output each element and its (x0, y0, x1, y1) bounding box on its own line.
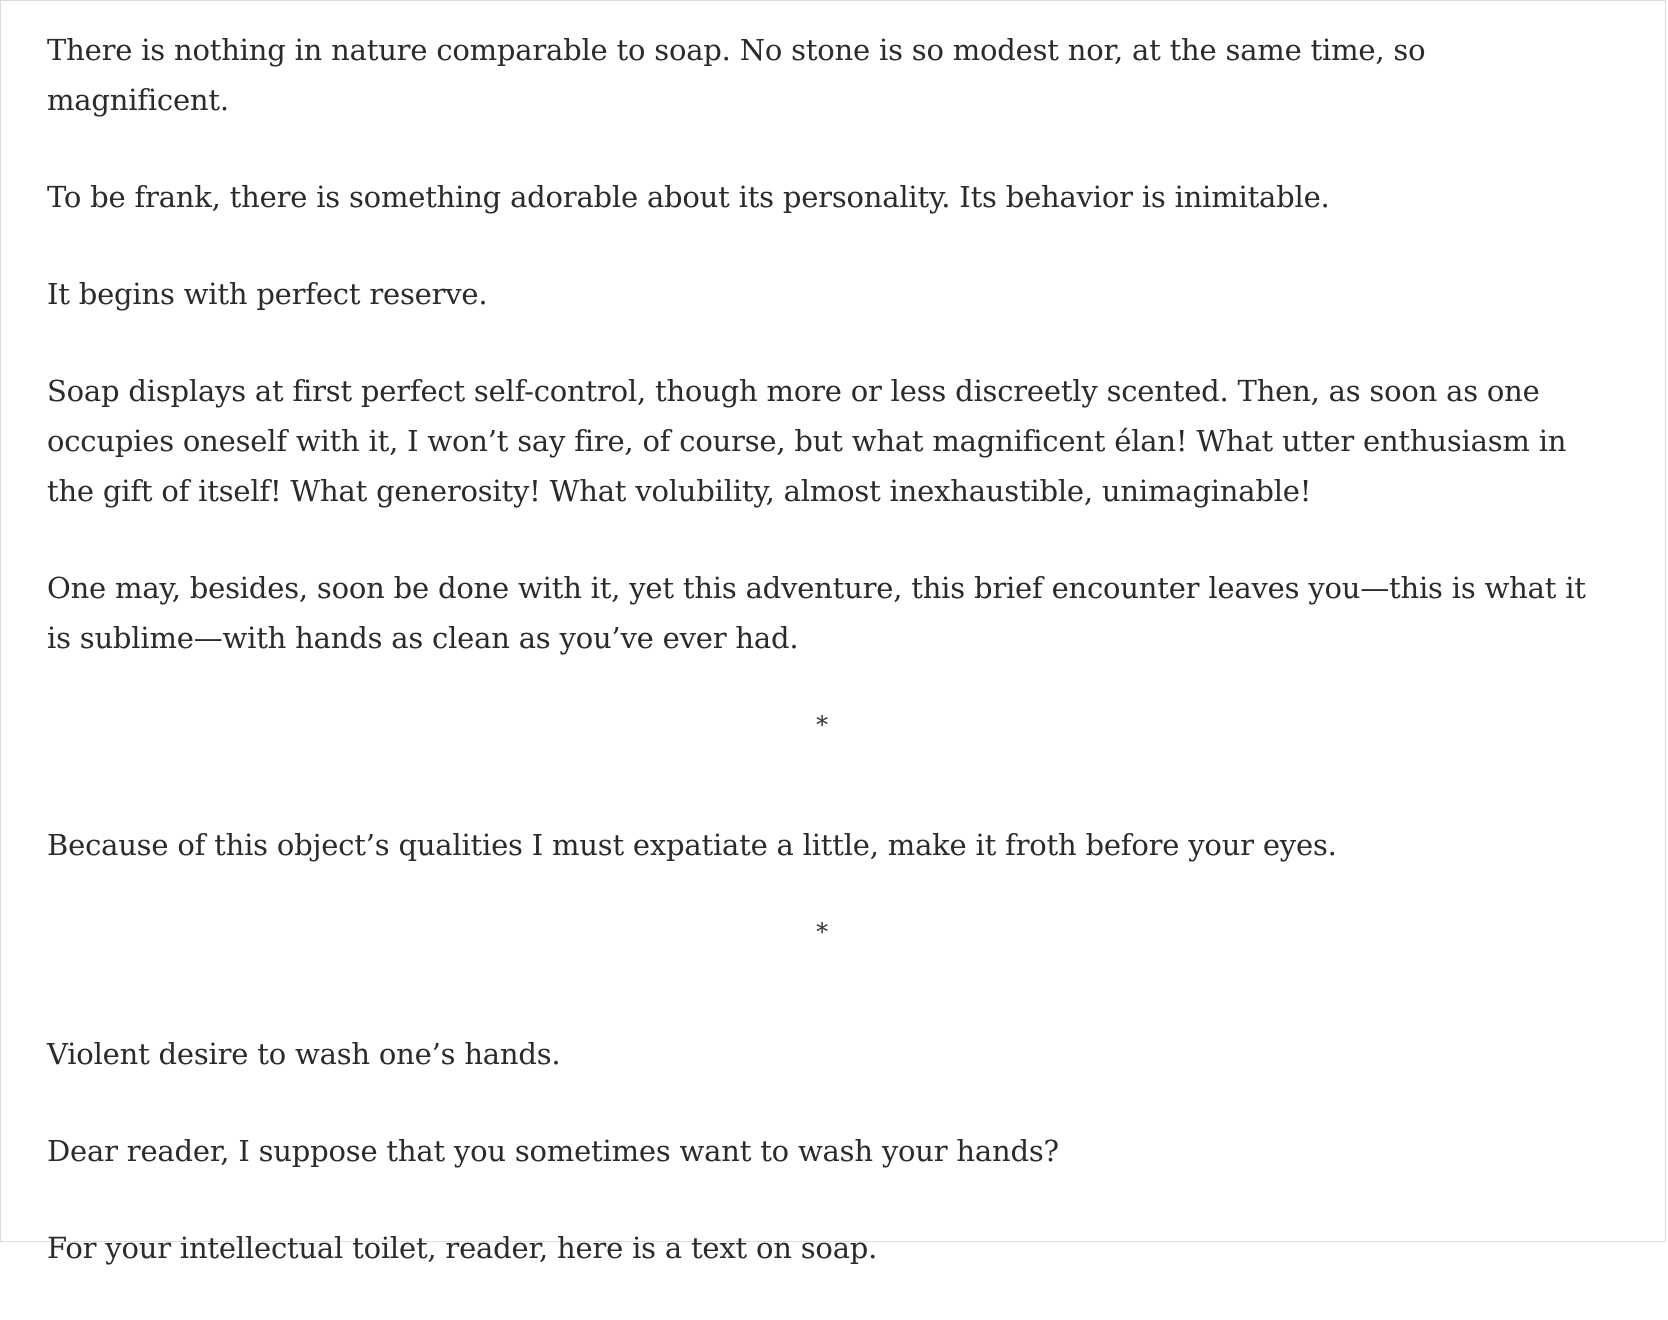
paragraph-5: One may, besides, soon be done with it, yet this adventure, this brief encounter leaves you—this is what it is sublime—with hands as clean as you’ve ever had. (47, 571, 1586, 655)
paragraph-6: Because of this object’s qualities I must expatiate a little, make it froth before your eyes. (47, 828, 1337, 862)
paragraph-8: Dear reader, I suppose that you sometimes want to wash your hands? (47, 1134, 1059, 1168)
paragraph-7: Violent desire to wash one’s hands. (47, 1037, 561, 1071)
document-body (47, 25, 1587, 1320)
paragraph-9: For your intellectual toilet, reader, here is a text on soap. (47, 1231, 878, 1265)
section-separator-1: * (816, 711, 828, 739)
paragraph-4: Soap displays at first perfect self-control, though more or less discreetly scented. Then, as soon as one occupies oneself with it, I won’t say fire, of course, but what magnificent élan! What utter enthusiasm in the gift of itself! What generosity! What volubility, almost inexhaustible, unimaginable! (47, 374, 1567, 508)
paragraph-1: There is nothing in nature comparable to soap. No stone is so modest nor, at the same time, so magnificent. (47, 33, 1426, 117)
paragraph-2: To be frank, there is something adorable about its personality. Its behavior is inimitable. (47, 180, 1330, 214)
section-separator-2: * (816, 918, 828, 946)
paragraph-3: It begins with perfect reserve. (47, 277, 488, 311)
